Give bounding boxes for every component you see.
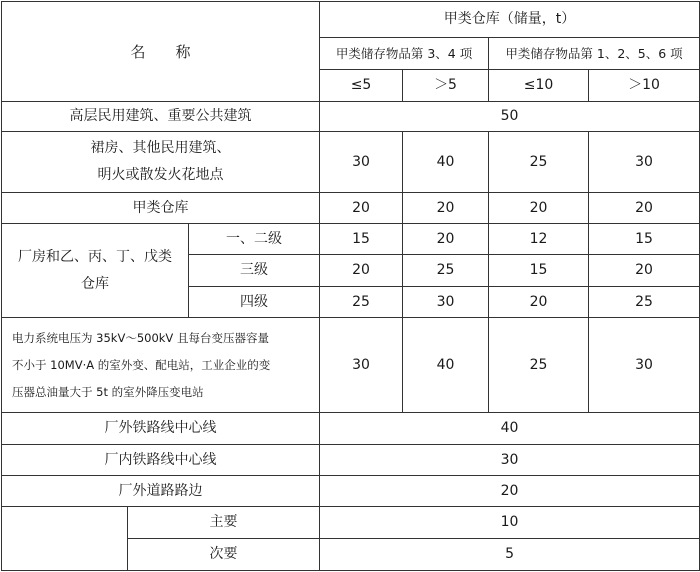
- value-grade4-4: 25: [589, 287, 700, 318]
- grade-label-1-2: 一、二级: [189, 224, 320, 255]
- value-rail-outside: 40: [320, 413, 700, 445]
- value-power-4: 30: [589, 318, 700, 413]
- power-line1: 电力系统电压为 35kV～500kV 且每台变压器容量: [12, 330, 269, 345]
- value-podium-4: 30: [589, 132, 700, 193]
- value-class-a-3: 20: [489, 193, 589, 224]
- row-label-power-substation: [2, 318, 320, 413]
- value-podium-1: 30: [320, 132, 403, 193]
- grade-label-3: 三级: [189, 255, 320, 287]
- grade-label-4: 四级: [189, 287, 320, 318]
- value-podium-2: 40: [403, 132, 489, 193]
- value-class-a-2: 20: [403, 193, 489, 224]
- value-power-3: 25: [489, 318, 589, 413]
- factory-label-line2: 仓库: [81, 275, 109, 292]
- row-label-rail-inside: 厂内铁路线中心线: [2, 445, 320, 476]
- value-grade12-1: 15: [320, 224, 403, 255]
- class-a-warehouse-storage-header: 甲类仓库（储量，t）: [320, 2, 700, 38]
- row-label-road-inside: [2, 507, 128, 571]
- row-label-rail-outside: 厂外铁路线中心线: [2, 413, 320, 445]
- power-line2: 不小于 10MV·A 的室外变、配电站，工业企业的变: [12, 357, 271, 372]
- podium-label-line2: 明火或散发火花地点: [97, 167, 224, 183]
- value-grade12-4: 15: [589, 224, 700, 255]
- threshold-gt5: ＞5: [403, 70, 489, 102]
- value-road-outside: 20: [320, 476, 700, 507]
- podium-label-line1: 裙房、其他民用建筑、: [90, 140, 231, 156]
- value-power-1: 30: [320, 318, 403, 413]
- threshold-le10: ≤10: [489, 70, 589, 102]
- value-grade3-2: 25: [403, 255, 489, 287]
- value-road-major: 10: [320, 507, 700, 539]
- value-rail-inside: 30: [320, 445, 700, 476]
- value-grade3-1: 20: [320, 255, 403, 287]
- items-1-2-5-6-header: 甲类储存物品第 1、2、5、6 项: [489, 38, 700, 70]
- value-road-minor: 5: [320, 539, 700, 571]
- value-class-a-1: 20: [320, 193, 403, 224]
- value-class-a-4: 20: [589, 193, 700, 224]
- row-label-factory: [2, 224, 189, 318]
- value-grade3-3: 15: [489, 255, 589, 287]
- fire-distance-table: [1, 1, 700, 571]
- row-label-highrise: 高层民用建筑、重要公共建筑: [2, 102, 320, 132]
- value-grade4-1: 25: [320, 287, 403, 318]
- value-highrise: 50: [320, 102, 700, 132]
- name-header: 名 称: [2, 2, 320, 102]
- power-line3: 压器总油量大于 5t 的室外降压变电站: [12, 384, 204, 399]
- value-grade12-3: 12: [489, 224, 589, 255]
- value-power-2: 40: [403, 318, 489, 413]
- row-label-road-outside: 厂外道路路边: [2, 476, 320, 507]
- row-label-class-a-warehouse: 甲类仓库: [2, 193, 320, 224]
- road-major-label: 主要: [128, 507, 320, 539]
- road-minor-label: 次要: [128, 539, 320, 571]
- value-grade4-3: 20: [489, 287, 589, 318]
- items-3-4-header: 甲类储存物品第 3、4 项: [320, 38, 489, 70]
- value-grade3-4: 20: [589, 255, 700, 287]
- factory-label-line1: 厂房和乙、丙、丁、戊类: [18, 248, 172, 265]
- threshold-gt10: ＞10: [589, 70, 700, 102]
- row-label-podium: [2, 132, 320, 193]
- threshold-le5: ≤5: [320, 70, 403, 102]
- value-podium-3: 25: [489, 132, 589, 193]
- value-grade12-2: 20: [403, 224, 489, 255]
- value-grade4-2: 30: [403, 287, 489, 318]
